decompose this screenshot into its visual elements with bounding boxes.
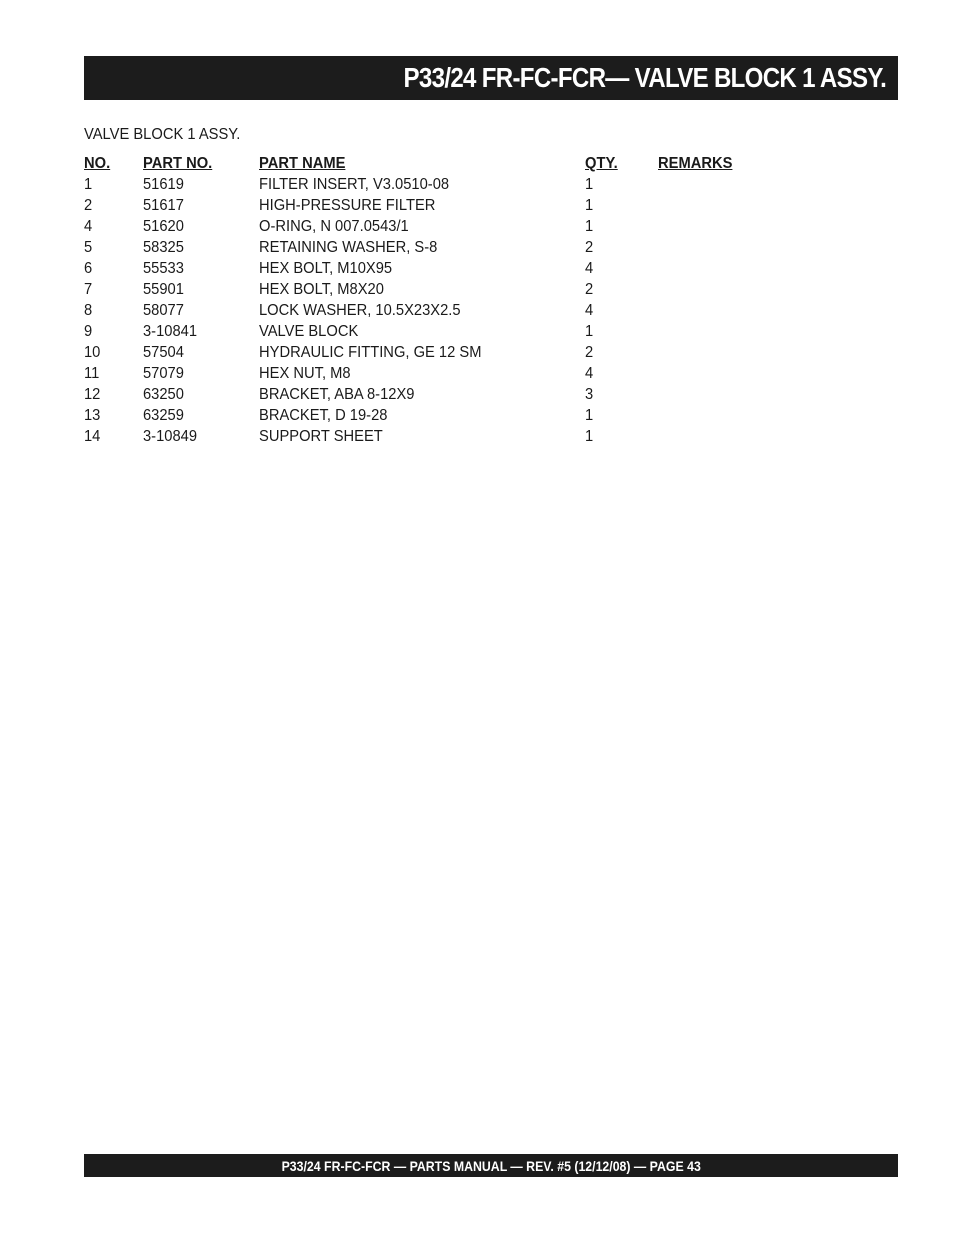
cell-no: 4	[84, 218, 93, 235]
cell-qty: 3	[585, 386, 594, 403]
table-header-row	[84, 153, 784, 174]
table-row	[84, 216, 784, 237]
cell-part-name: BRACKET, ABA 8-12X9	[259, 386, 415, 403]
cell-qty: 4	[585, 260, 594, 277]
column-header-remarks: REMARKS	[658, 155, 733, 172]
cell-part-no: 58325	[143, 239, 184, 256]
cell-part-name: SUPPORT SHEET	[259, 428, 383, 445]
cell-qty: 1	[585, 323, 594, 340]
table-row	[84, 174, 784, 195]
table-row	[84, 195, 784, 216]
cell-part-name: BRACKET, D 19-28	[259, 407, 388, 424]
cell-part-no: 63250	[143, 386, 184, 403]
table-row	[84, 384, 784, 405]
cell-part-no: 51620	[143, 218, 184, 235]
table-row	[84, 426, 784, 447]
cell-part-no: 57079	[143, 365, 184, 382]
cell-no: 1	[84, 176, 93, 193]
column-header-part-name: PART NAME	[259, 155, 346, 172]
page-footer-bar	[84, 1154, 898, 1177]
cell-part-no: 51617	[143, 197, 184, 214]
column-header-no: NO.	[84, 155, 111, 172]
page-header-bar	[84, 56, 898, 100]
cell-no: 9	[84, 323, 93, 340]
cell-no: 2	[84, 197, 93, 214]
cell-part-name: FILTER INSERT, V3.0510-08	[259, 176, 450, 193]
section-title: VALVE BLOCK 1 ASSY.	[84, 126, 241, 143]
cell-no: 5	[84, 239, 93, 256]
cell-qty: 1	[585, 218, 594, 235]
cell-part-no: 3-10849	[143, 428, 198, 445]
cell-no: 12	[84, 386, 101, 403]
cell-part-no: 55901	[143, 281, 184, 298]
table-row	[84, 237, 784, 258]
cell-no: 14	[84, 428, 101, 445]
cell-qty: 4	[585, 365, 594, 382]
cell-part-no: 57504	[143, 344, 184, 361]
cell-no: 6	[84, 260, 93, 277]
cell-part-name: HEX BOLT, M10X95	[259, 260, 393, 277]
parts-table	[84, 153, 784, 447]
cell-part-name: HEX BOLT, M8X20	[259, 281, 384, 298]
cell-part-name: HYDRAULIC FITTING, GE 12 SM	[259, 344, 482, 361]
cell-part-name: VALVE BLOCK	[259, 323, 359, 340]
cell-qty: 1	[585, 428, 594, 445]
cell-part-no: 55533	[143, 260, 184, 277]
cell-part-name: LOCK WASHER, 10.5X23X2.5	[259, 302, 461, 319]
cell-qty: 4	[585, 302, 594, 319]
cell-part-no: 63259	[143, 407, 184, 424]
cell-part-no: 3-10841	[143, 323, 198, 340]
cell-qty: 2	[585, 281, 594, 298]
cell-qty: 1	[585, 407, 594, 424]
cell-part-name: O-RING, N 007.0543/1	[259, 218, 409, 235]
page-title: P33/24 FR-FC-FCR— VALVE BLOCK 1 ASSY.	[403, 62, 886, 93]
cell-no: 8	[84, 302, 93, 319]
table-row	[84, 300, 784, 321]
cell-qty: 2	[585, 239, 594, 256]
table-row	[84, 321, 784, 342]
table-row	[84, 279, 784, 300]
column-header-qty: QTY.	[585, 155, 618, 172]
cell-qty: 2	[585, 344, 594, 361]
cell-no: 13	[84, 407, 101, 424]
column-header-part-no: PART NO.	[143, 155, 213, 172]
cell-part-name: HEX NUT, M8	[259, 365, 351, 382]
cell-part-no: 51619	[143, 176, 184, 193]
table-row	[84, 342, 784, 363]
cell-part-name: HIGH-PRESSURE FILTER	[259, 197, 436, 214]
cell-no: 11	[84, 365, 100, 382]
cell-no: 10	[84, 344, 101, 361]
cell-qty: 1	[585, 176, 594, 193]
page-footer-text: P33/24 FR-FC-FCR — PARTS MANUAL — REV. #5 (12/12/08) — PAGE 43	[281, 1157, 701, 1174]
cell-no: 7	[84, 281, 93, 298]
cell-qty: 1	[585, 197, 594, 214]
table-row	[84, 258, 784, 279]
cell-part-no: 58077	[143, 302, 184, 319]
table-row	[84, 363, 784, 384]
cell-part-name: RETAINING WASHER, S-8	[259, 239, 438, 256]
table-row	[84, 405, 784, 426]
